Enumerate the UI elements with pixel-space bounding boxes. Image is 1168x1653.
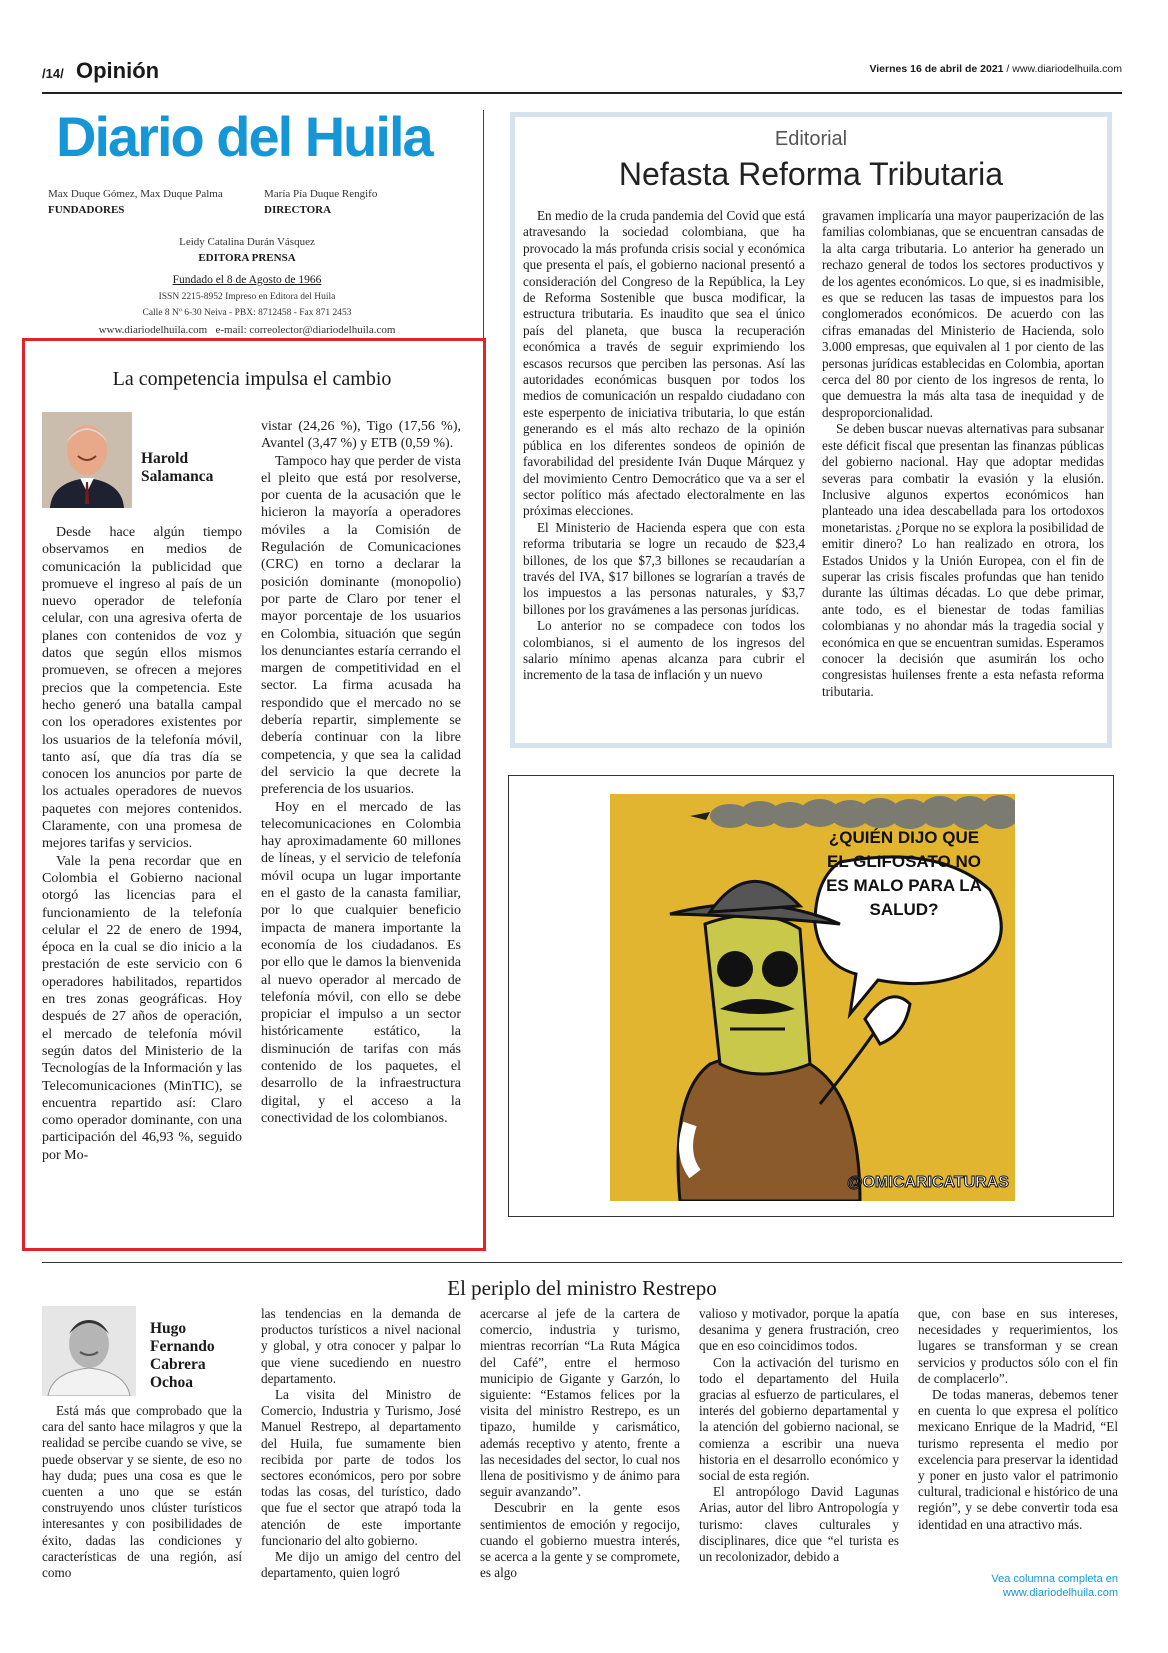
editor-name: Leidy Catalina Durán Vásquez <box>179 236 315 248</box>
editorial-paragraph: Lo anterior no se compadece con todos los colombianos, si el aumento de los ingresos del salario mínimo apenas alcanza para cubrir el incremento de la tasa de inflación y un nuevo <box>523 618 805 683</box>
header-rule <box>42 92 1122 94</box>
column2-text-4 <box>699 1306 899 1565</box>
founders-role: FUNDADORES <box>48 204 125 216</box>
column-paragraph: vistar (24,26 %), Tigo (17,56 %), Avantel (3,47 %) y ETB (0,59 %). <box>261 419 461 452</box>
date-text: Viernes 16 de abril de 2021 <box>869 63 1004 75</box>
page-header <box>42 58 1122 88</box>
column-text-a <box>42 524 242 1164</box>
column-paragraph: Hoy en el mercado de las telecomunicaciones en Colombia hay aproximadamente 60 millones de líneas, y el servicio de telefonía móvil ocupa un lugar importante en el gasto de la canasta familiar, por lo que cualquier beneficio impacta de manera importante la economía de los ciudadanos. Es por ello que le damos la bienvenida al nuevo operador al mercado de telefonía móvil, con ello se debe propiciar el impulso a un sector históricamente estático, la disminución de tarifas con más contenido de los paquetes, el desarrollo de la infraestructura digital, y el acceso a la conectividad de los colombianos. <box>261 799 461 1126</box>
header-site[interactable]: www.diariodelhuila.com <box>1012 63 1122 75</box>
author-photo <box>42 412 132 508</box>
column-paragraph: Vale la pena recordar que en Colombia el Gobierno nacional otorgó las licencias para el funcionamiento de la telefonía celular el 22 de enero de 1994, época en la cual se dio inicio a la prestación de este servicio con 6 operadores habilitados, repartidos en tres zonas geográficas. Hoy después de 27 años de operación, el mercado de telefonía móvil según datos del Ministerio de la Tecnologías de la Información y las Telecomunicaciones (MinTIC), se encuentra repartido así: Claro como operador dominante, con una participación del 46,93 %, seguido por Mo- <box>42 853 243 1163</box>
director-role: DIRECTORA <box>264 204 332 216</box>
editorial-paragraph: En medio de la cruda pandemia del Covid que está atravesando la sociedad colombiana, que ha provocado la más profunda crisis social y económica que presenta el país, el gobierno nacional presentó a consideración del Congreso de la República, la Ley de Reforma Sostenible que busca modificar, la estructura tributaria. Es inaudito que sea el único país del planeta, que busca la recuperación económica a través de seguir exprimiendo los escasos recursos que perciben las personas. Así las autoridades económicas busquen por todos los medios de comunicación un respaldo ciudadano con este esperpento de iniciativa tributaria, lo que están generando es el más alto rechazo de la opinión pública en los diferentes sondeos de opinión de favorabilidad del presidente Iván Duque Márquez y del movimiento Centro Democrático que va a ser el sector político más afectado electoralmente en las próximas elecciones. <box>523 208 805 519</box>
editorial-column-1 <box>523 208 805 684</box>
column-paragraph: Con la activación del turismo en todo el departamento del Huila gracias al esfuerzo de particulares, el interés del gobierno departamental y la atención del gobierno nacional, se comienza a escribir una nueva historia en el desarrollo económico y social de esta región. <box>699 1354 899 1484</box>
masthead-email-link[interactable]: e-mail: correolector@diariodelhuila.com <box>215 324 396 336</box>
column-paragraph: Descubrir en la gente esos sentimientos de emoción y regocijo, cuando el gobierno muestra interés, se acerca a la gente y se compromete, es algo <box>480 1500 680 1581</box>
read-more[interactable] <box>918 1572 1118 1600</box>
section-title: Opinión <box>76 58 160 83</box>
editorial-paragraph: gravamen implicaría una mayor pauperización de las familias colombianas, que se encuentran cansadas de la alta carga tributaria. Lo anterior ha generado un rechazo general de todos los sectores productivos y de los agentes económicos. Lo que, si es inadmisible, es que se reducen las tasas de impuestos para los conglomerados económicos. De acuerdo con las cifras emanadas del Ministerio de Hacienda, solo 3.000 empresas, que equivalen al 1 por ciento de las personas jurídicas establecidas en Colombia, aportan cerca del 80 por ciento de los ingresos de renta, lo que demuestra la más alta tasa de inequidad y de desproporcionalidad. <box>822 208 1104 420</box>
column-paragraph: La visita del Ministro de Comercio, Industria y Turismo, José Manuel Restrepo, al departamento del Huila, fue sumamente bien recibida por parte de todos los sectores económicos, pero por sobre todas las cosas, del turístico, dado que fue el sector que atrapó toda la atención de este importante funcionario del alto gobierno. <box>261 1387 461 1548</box>
column2-text-5 <box>918 1306 1118 1533</box>
column2-text-1 <box>42 1403 242 1581</box>
founded-date: Fundado el 8 de Agosto de 1966 <box>172 274 322 286</box>
newspaper-logo: Diario del Huila <box>56 105 432 168</box>
editor-role: EDITORA PRENSA <box>198 252 296 264</box>
column-text-b <box>261 418 461 1127</box>
section-rule <box>42 1262 1122 1263</box>
editorial-paragraph: Se deben buscar nuevas alternativas para subsanar este déficit fiscal que presentan las finanzas públicas del gobierno nacional. Hay que adoptar medidas severas para combatir la evasión y la elusión. Inclusive algunos expertos económicos han planteado una idea descabellada para los ortodoxos monetaristas. ¿Porque no se explora la posibilidad de emitir dinero? Lo han realizado en otrora, los Estados Unidos y la Unión Europea, con el fin de superar las crisis fiscales profundas que han tenido durante las últimas décadas. Lo que debe primar, ante todo, es el bienestar de todas familias colombianas y no ahondar más la tragedia social y económica en que se encuentran sumidas. Esperamos conocer la decisión que asumirán los ocho congresistas huilenses frente a esta nefasta reforma tributaria. <box>822 421 1104 699</box>
author-first-name: Harold <box>141 450 189 467</box>
column-paragraph: acercarse al jefe de la cartera de comercio, industria y turismo, mientras recorrían “La Ruta Mágica del Café”, entre el hermoso municipio de Gigante y Garzón, lo siguiente: “Estamos felices por la visita del ministro Restrepo, es un tipazo, humilde y carismático, además receptivo y atento, frente a las necesidades del sector, lo cual nos llena de positivismo y de ánimo para seguir avanzando”. <box>480 1306 680 1500</box>
column-paragraph: Está más que comprobado que la cara del santo hace milagros y que la realidad se percibe cuando se vive, se puede observar y se siente, de eso no hay duda; pues una cosa es que le cuenten a uno que se están construyendo unos clúster turísticos interesantes y con posibilidades de éxito, dadas las condiciones y características de una región, así como <box>42 1403 242 1581</box>
cartoon <box>610 794 1015 1201</box>
cartoon-speech: ¿QUIÉN DIJO QUE EL GLIFOSATO NO ES MALO PARA LA SALUD? <box>826 828 982 919</box>
cartoon-credit: @OMICARICATURAS <box>847 1174 1009 1191</box>
address-line: Calle 8 Nº 6-30 Neiva - PBX: 8712458 - Fax 871 2453 <box>142 308 352 318</box>
director-name: María Pía Duque Rengifo <box>264 188 378 200</box>
page-number: /14/ <box>42 66 64 81</box>
column-paragraph: Tampoco hay que perder de vista el pleito que está por resolverse, por cuenta de la acusación que le hicieron la mayoría a operadores móviles a la Comisión de Regulación de Comunicaciones (CRC) en torno a declarar la posición dominante (monopolio) por parte de Claro por tener el mayor porcentaje de los usuarios en Colombia, situación que según los denunciantes estaría cerrando el margen de competitividad en el sector. La firma acusada ha respondido que el mercado no se debería repartir, simplemente se debería continuar con la libre competencia, y que sea la calidad del servicio la que decrete la preferencia de los usuarios. <box>261 453 461 798</box>
issn-line: ISSN 2215-8952 Impreso en Editora del Huila <box>158 292 336 302</box>
column-title: La competencia impulsa el cambio <box>112 368 392 390</box>
author2-photo-image <box>42 1306 136 1396</box>
editorial-title: Nefasta Reforma Tributaria <box>618 156 1004 192</box>
author-photo-image <box>42 412 132 508</box>
column-paragraph: valioso y motivador, porque la apatía desanima y genera frustración, creo que en eso coincidimos todos. <box>699 1306 899 1354</box>
masthead <box>42 100 487 340</box>
author2-photo <box>42 1306 136 1396</box>
column-paragraph: Me dijo un amigo del centro del departamento, quien logró <box>261 1549 461 1581</box>
editorial-column-2 <box>822 208 1104 700</box>
column-paragraph: De todas maneras, debemos tener en cuenta lo que expresa el político mexicano Enrique de la Madrid, “El turismo representa el medio por excelencia para preservar la identidad y poner en justo valor el patrimonio cultural, tradicional e histórico de una región”, y se debe convertir toda esa identidad en una atractivo más. <box>918 1387 1118 1532</box>
column-paragraph: las tendencias en la demanda de productos turísticos a nivel nacional y global, y otra conocer y palpar lo que viene sucediendo en nuestro departamento. <box>261 1306 461 1386</box>
author-last-name: Salamanca <box>141 468 214 485</box>
column2-text-2 <box>261 1306 461 1581</box>
column2-text-3 <box>480 1306 680 1581</box>
author-name <box>141 450 213 486</box>
editorial-kicker: Editorial <box>774 128 848 150</box>
founders-names: Max Duque Gómez, Max Duque Palma <box>48 188 223 200</box>
contact-line <box>42 324 452 336</box>
column-paragraph: que, con base en sus intereses, necesidades y requerimientos, los lugares se transforman y se crean servicios y productos sólo con el fin de complacerlo”. <box>918 1306 1118 1386</box>
read-more-link[interactable]: www.diariodelhuila.com <box>1003 1587 1118 1599</box>
masthead-web-link[interactable]: www.diariodelhuila.com <box>98 324 208 336</box>
author2-name: Hugo Fernando Cabrera Ochoa <box>150 1320 215 1391</box>
column-paragraph: El antropólogo David Lagunas Arias, autor del libro Antropología y turismo: claves culturales y disciplinares, dice que “el turista es un recolonizador, debido a <box>699 1484 899 1565</box>
editorial-paragraph: El Ministerio de Hacienda espera que con esta reforma tributaria se logre un recaudo de $23,4 billones, de los que $7,3 billones se recaudarían a través del IVA, $17 billones se lograrían a través de los impuestos a las personas naturales, y $3,7 billones por los gravámenes a las personas jurídicas. <box>523 519 805 617</box>
column2-title: El periplo del ministro Restrepo <box>447 1276 717 1300</box>
column-paragraph: Desde hace algún tiempo observamos en medios de comunicación la publicidad que promueve el ingreso al país de un nuevo operador de telefonía celular, con una agresiva oferta de planes con contenidos de voz y datos que según ellos mismos promueven, se ofrecen a mejores precios que la competencia. Este hecho generó una batalla campal con los operadores existentes por los usuarios de la telefonía móvil, tanto así, que día tras día se conocen los anuncios por parte de los actuales operadores de nuevos paquetes con mejores contenidos. Claramente, con una promesa de mejores tarifas y servicios. <box>42 525 242 852</box>
header-date: Viernes 16 de abril de 2021 / www.diariodelhuila.com <box>869 63 1122 75</box>
read-more-label: Vea columna completa en <box>991 1573 1118 1585</box>
